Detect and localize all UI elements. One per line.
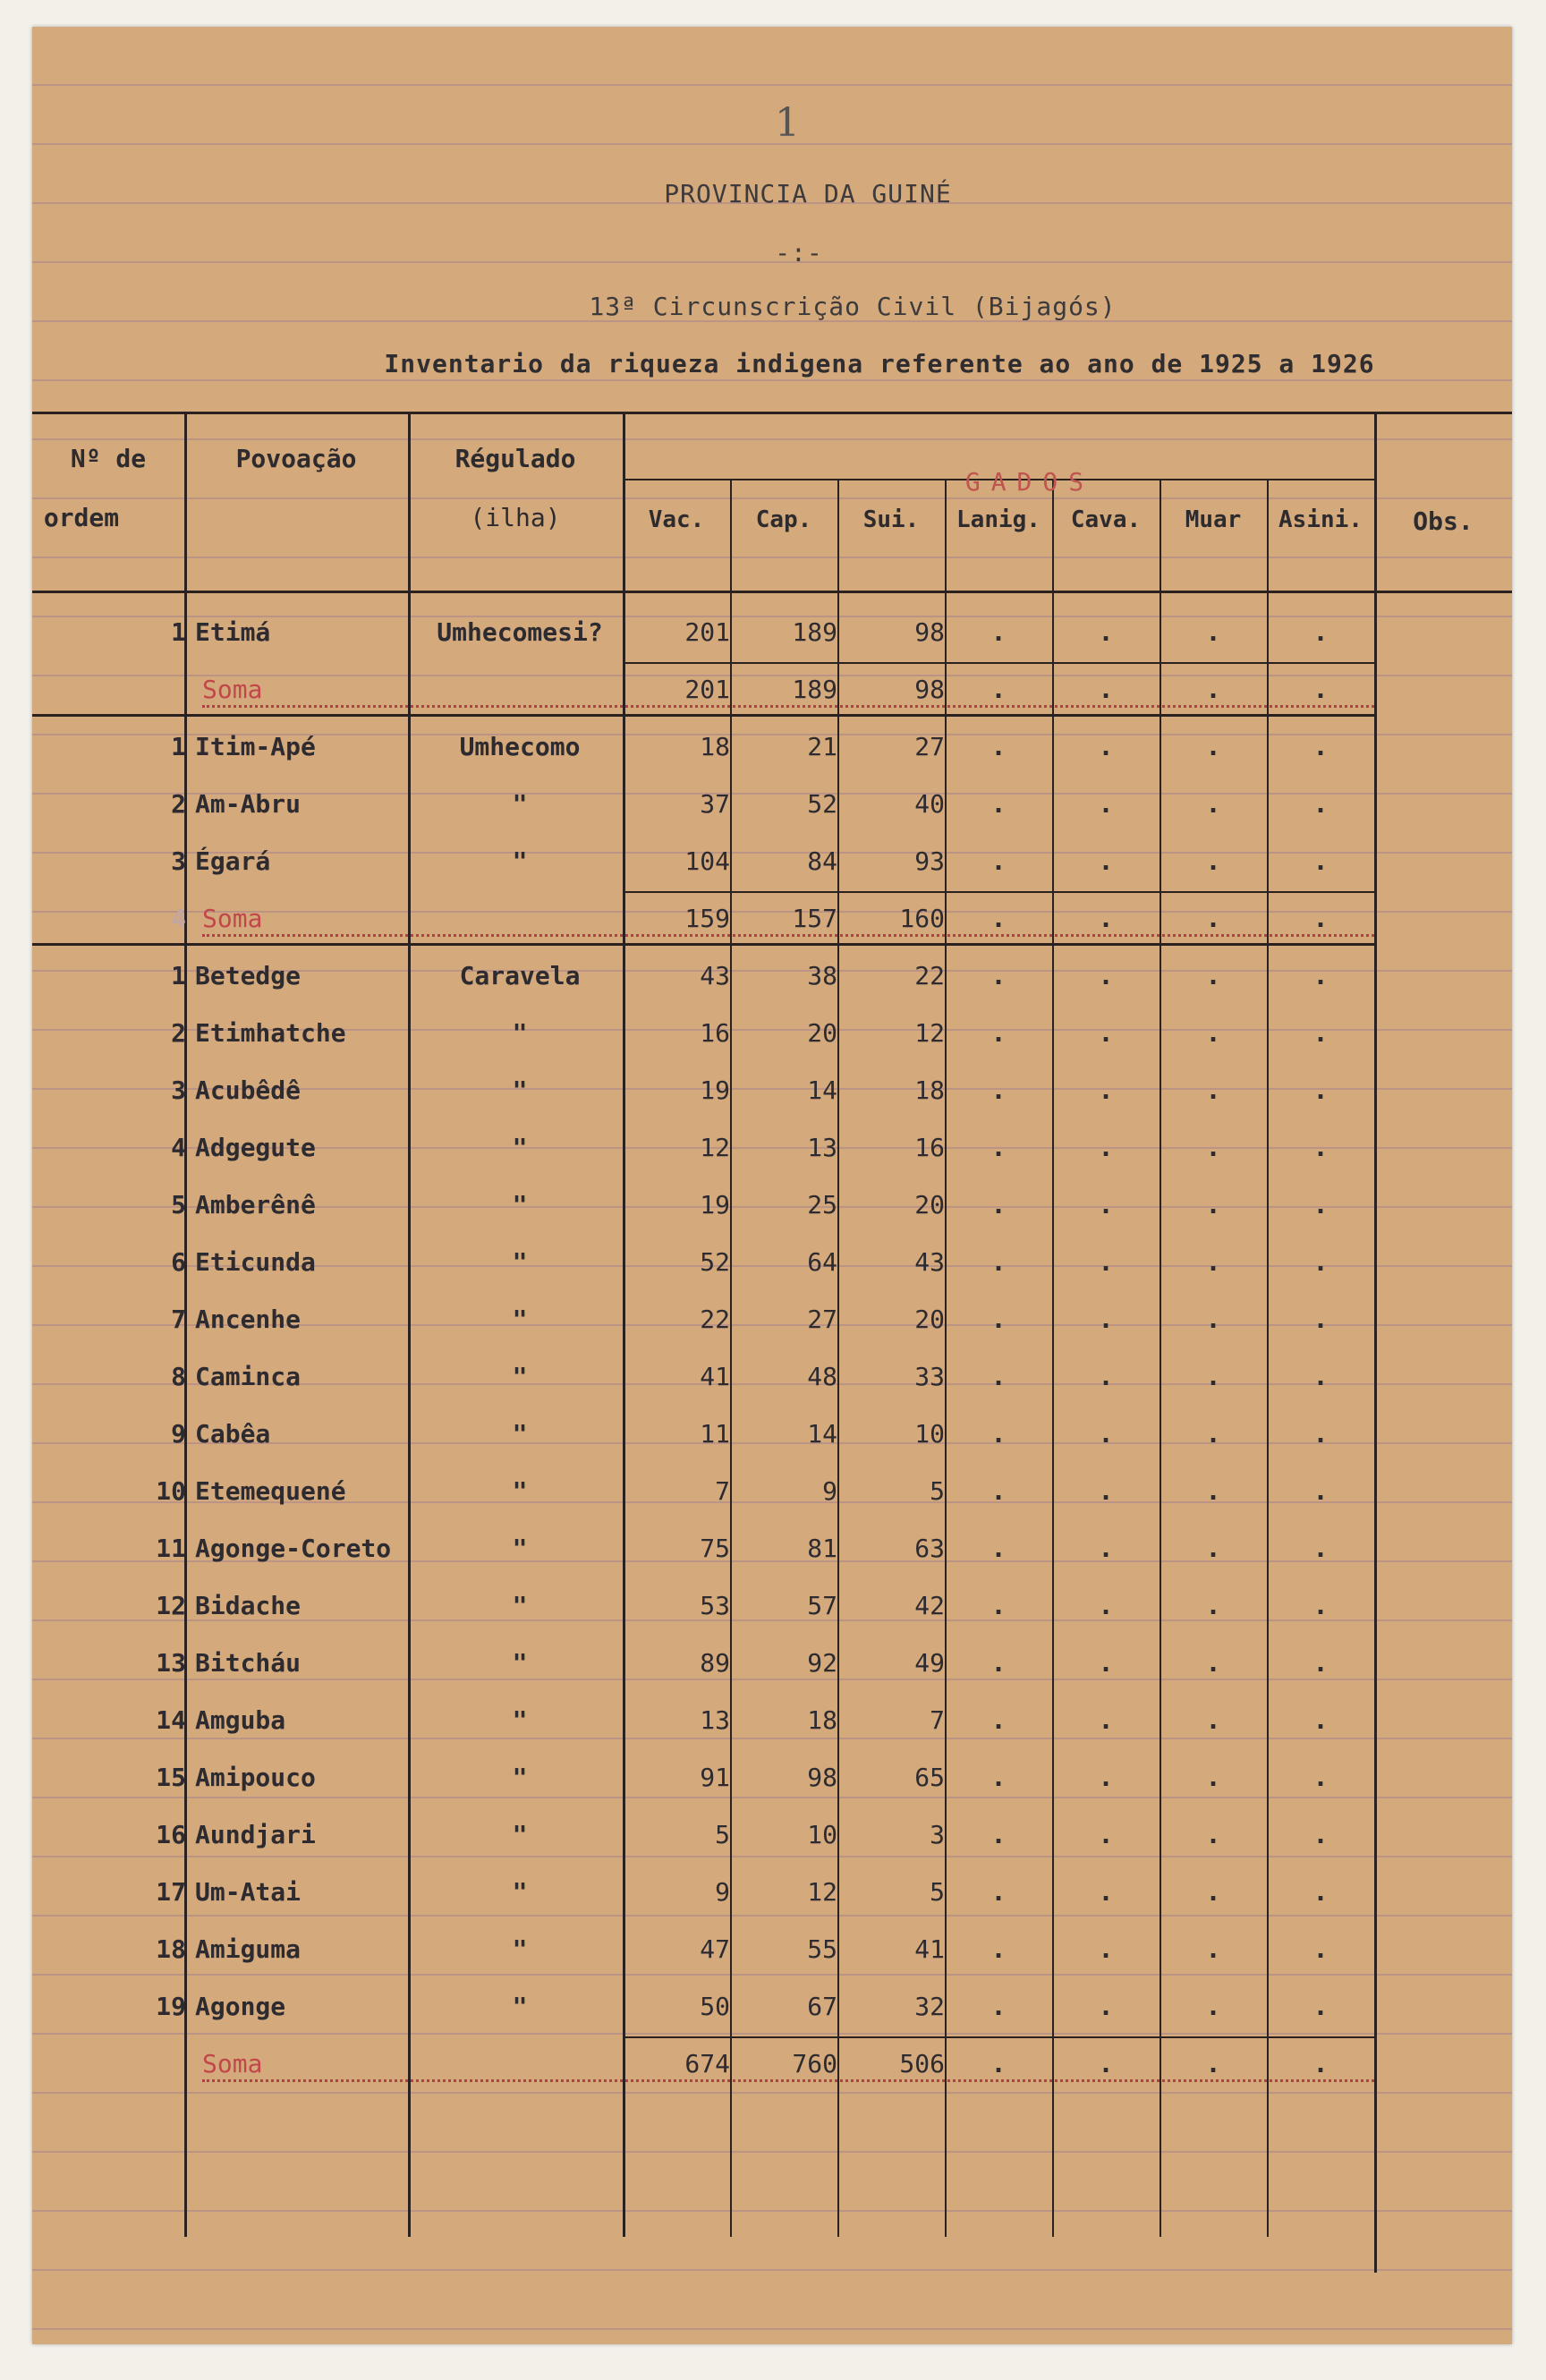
header-village: Povoação — [235, 444, 357, 473]
order-number: 1 — [171, 617, 186, 647]
empty-mark: . — [990, 1877, 1007, 1907]
cattle-value-2: 16 — [914, 1133, 945, 1162]
document-title: Inventario da riqueza indigena referente ao ano de 1925 a 1926 — [384, 349, 1375, 378]
empty-mark: . — [990, 1534, 1007, 1563]
region-name: " — [512, 1934, 528, 1964]
sum-label: Soma — [202, 2049, 263, 2078]
empty-mark: . — [1205, 1992, 1221, 2021]
empty-mark: . — [990, 1763, 1007, 1792]
empty-mark: . — [1098, 675, 1114, 704]
order-number: 16 — [156, 1820, 186, 1849]
cattle-value-2: 41 — [914, 1934, 945, 1964]
village-name: Um-Atai — [195, 1877, 302, 1907]
sum-order — [106, 2049, 186, 2103]
empty-mark: . — [1098, 1992, 1114, 2021]
cattle-value-2: 98 — [914, 617, 945, 647]
empty-mark: . — [990, 1992, 1007, 2021]
cattle-value-0: 75 — [700, 1534, 730, 1563]
sum-value-0: 201 — [684, 675, 730, 704]
empty-mark: . — [1312, 846, 1329, 876]
region-name: " — [512, 1648, 528, 1678]
cattle-value-1: 21 — [807, 732, 837, 761]
cattle-value-0: 22 — [700, 1305, 730, 1334]
sum-value-0: 674 — [684, 2049, 730, 2078]
cattle-value-1: 10 — [807, 1820, 837, 1849]
cattle-value-0: 201 — [684, 617, 730, 647]
empty-mark: . — [1098, 1419, 1114, 1449]
order-number: 1 — [171, 732, 186, 761]
empty-mark: . — [990, 1362, 1007, 1391]
region-name: " — [512, 1075, 528, 1105]
empty-mark: . — [1312, 1763, 1329, 1792]
header-animal-4: Cava. — [1070, 506, 1142, 533]
header-animal-5: Muar — [1185, 506, 1242, 533]
order-number: 4 — [171, 1133, 186, 1162]
cattle-value-0: 89 — [700, 1648, 730, 1678]
empty-mark: . — [1312, 961, 1329, 990]
empty-mark: . — [1205, 1934, 1221, 1964]
cattle-value-1: 64 — [807, 1247, 837, 1277]
empty-mark: . — [1312, 1992, 1329, 2021]
village-name: Agonge-Coreto — [195, 1534, 392, 1563]
empty-mark: . — [1098, 789, 1114, 819]
empty-mark: . — [1312, 1591, 1329, 1620]
region-name: Umhecomo — [459, 732, 581, 761]
cattle-value-2: 5 — [930, 1877, 945, 1907]
district-title: 13ª Circunscrição Civil (Bijagós) — [589, 292, 1117, 321]
cattle-value-1: 14 — [807, 1075, 837, 1105]
cattle-value-0: 16 — [700, 1018, 730, 1048]
sum-value-2: 98 — [914, 675, 945, 704]
sum-label: Soma — [202, 675, 263, 704]
order-number: 11 — [156, 1534, 186, 1563]
village-name: Égará — [195, 846, 271, 876]
cattle-value-0: 43 — [700, 961, 730, 990]
cattle-value-2: 49 — [914, 1648, 945, 1678]
empty-mark: . — [990, 1820, 1007, 1849]
cattle-value-2: 20 — [914, 1305, 945, 1334]
empty-mark: . — [1205, 1305, 1221, 1334]
cattle-value-2: 65 — [914, 1763, 945, 1792]
empty-mark: . — [990, 1247, 1007, 1277]
header-animal-3: Lanig. — [956, 506, 1041, 533]
cattle-value-0: 9 — [715, 1877, 730, 1907]
village-name: Bitcháu — [195, 1648, 302, 1678]
empty-mark: . — [1205, 1018, 1221, 1048]
cattle-value-2: 63 — [914, 1534, 945, 1563]
sum-label: Soma — [202, 904, 263, 933]
village-name: Am-Abru — [195, 789, 302, 819]
empty-mark: . — [1098, 1018, 1114, 1048]
header-bottom-rule — [32, 591, 1512, 593]
empty-mark: . — [1312, 732, 1329, 761]
cattle-value-1: 98 — [807, 1763, 837, 1792]
header-animal-0: Vac. — [648, 506, 705, 533]
sum-value-1: 157 — [792, 904, 837, 933]
cattle-value-1: 52 — [807, 789, 837, 819]
cattle-value-2: 18 — [914, 1075, 945, 1105]
empty-mark: . — [1098, 1247, 1114, 1277]
empty-mark: . — [1098, 1075, 1114, 1105]
cattle-value-0: 50 — [700, 1992, 730, 2021]
sum-rule — [623, 891, 1374, 893]
province-title: PROVINCIA DA GUINÉ — [664, 179, 952, 208]
empty-mark: . — [1205, 1820, 1221, 1849]
empty-mark: . — [990, 1305, 1007, 1334]
empty-mark: . — [1205, 1877, 1221, 1907]
cattle-value-1: 25 — [807, 1190, 837, 1220]
empty-mark: . — [1205, 1648, 1221, 1678]
order-number: 15 — [156, 1763, 186, 1792]
cattle-value-0: 47 — [700, 1934, 730, 1964]
empty-mark: . — [990, 789, 1007, 819]
group-rule — [32, 943, 1374, 946]
empty-mark: . — [1098, 1305, 1114, 1334]
region-name: Caravela — [459, 961, 581, 990]
sum-order — [106, 675, 186, 728]
order-number: 1 — [171, 961, 186, 990]
empty-mark: . — [990, 1934, 1007, 1964]
empty-mark: . — [990, 904, 1007, 933]
empty-mark: . — [1312, 1820, 1329, 1849]
cattle-value-0: 37 — [700, 789, 730, 819]
empty-mark: . — [990, 732, 1007, 761]
region-name: " — [512, 1820, 528, 1849]
empty-mark: . — [1205, 1534, 1221, 1563]
empty-mark: . — [990, 675, 1007, 704]
empty-mark: . — [1098, 1133, 1114, 1162]
sum-value-2: 506 — [899, 2049, 945, 2078]
empty-mark: . — [1205, 846, 1221, 876]
empty-mark: . — [1098, 617, 1114, 647]
cattle-value-1: 189 — [792, 617, 837, 647]
cattle-value-2: 32 — [914, 1992, 945, 2021]
order-number: 3 — [171, 846, 186, 876]
empty-mark: . — [1205, 1075, 1221, 1105]
header-region-line1: Régulado — [454, 444, 576, 473]
empty-mark: . — [1205, 1705, 1221, 1735]
empty-mark: . — [1098, 1763, 1114, 1792]
cattle-value-1: 84 — [807, 846, 837, 876]
empty-mark: . — [990, 1648, 1007, 1678]
order-number: 2 — [171, 1018, 186, 1048]
cattle-value-0: 18 — [700, 732, 730, 761]
empty-mark: . — [990, 1133, 1007, 1162]
region-name: " — [512, 1247, 528, 1277]
cattle-value-0: 5 — [715, 1820, 730, 1849]
order-number: 9 — [171, 1419, 186, 1449]
empty-mark: . — [1098, 1934, 1114, 1964]
sum-dotted-line — [202, 705, 1374, 708]
empty-mark: . — [1205, 1763, 1221, 1792]
cattle-value-2: 3 — [930, 1820, 945, 1849]
order-number: 12 — [156, 1591, 186, 1620]
region-name: " — [512, 846, 528, 876]
empty-mark: . — [1312, 1247, 1329, 1277]
cattle-value-2: 12 — [914, 1018, 945, 1048]
header-region-line2: (ilha) — [470, 503, 561, 532]
sum-value-0: 159 — [684, 904, 730, 933]
village-name: Bidache — [195, 1591, 302, 1620]
cattle-value-1: 67 — [807, 1992, 837, 2021]
empty-mark: . — [990, 617, 1007, 647]
cattle-value-0: 7 — [715, 1476, 730, 1506]
cattle-value-1: 57 — [807, 1591, 837, 1620]
empty-mark: . — [1312, 1075, 1329, 1105]
region-name: " — [512, 1476, 528, 1506]
cattle-value-0: 104 — [684, 846, 730, 876]
sum-value-1: 760 — [792, 2049, 837, 2078]
empty-mark: . — [1312, 904, 1329, 933]
village-name: Cabêa — [195, 1419, 271, 1449]
sum-rule — [623, 662, 1374, 664]
empty-mark: . — [990, 846, 1007, 876]
cattle-value-1: 48 — [807, 1362, 837, 1391]
cattle-value-1: 13 — [807, 1133, 837, 1162]
cattle-value-1: 20 — [807, 1018, 837, 1048]
cattle-value-0: 53 — [700, 1591, 730, 1620]
empty-mark: . — [1205, 1133, 1221, 1162]
empty-mark: . — [1205, 1362, 1221, 1391]
cattle-value-0: 13 — [700, 1705, 730, 1735]
cattle-value-2: 27 — [914, 732, 945, 761]
empty-mark: . — [1098, 1591, 1114, 1620]
cattle-value-0: 19 — [700, 1075, 730, 1105]
empty-mark: . — [1098, 1877, 1114, 1907]
empty-mark: . — [1098, 1820, 1114, 1849]
header-order-line1: Nº de — [70, 444, 147, 473]
empty-mark: . — [1205, 732, 1221, 761]
region-name: Umhecomesi? — [437, 617, 603, 647]
header-obs: Obs. — [1413, 506, 1474, 536]
sum-value-2: 160 — [899, 904, 945, 933]
cattle-value-0: 52 — [700, 1247, 730, 1277]
empty-mark: . — [1205, 2049, 1221, 2078]
village-name: Ancenhe — [195, 1305, 302, 1334]
cattle-value-2: 10 — [914, 1419, 945, 1449]
order-number: 5 — [171, 1190, 186, 1220]
region-name: " — [512, 1763, 528, 1792]
cattle-value-1: 9 — [822, 1476, 837, 1506]
cattle-value-1: 92 — [807, 1648, 837, 1678]
empty-mark: . — [990, 2049, 1007, 2078]
cattle-value-1: 27 — [807, 1305, 837, 1334]
empty-mark: . — [990, 1591, 1007, 1620]
region-name: " — [512, 1190, 528, 1220]
region-name: " — [512, 1419, 528, 1449]
empty-mark: . — [1205, 675, 1221, 704]
order-number: 10 — [156, 1476, 186, 1506]
group-rule — [32, 714, 1374, 717]
empty-mark: . — [1312, 1133, 1329, 1162]
empty-mark: . — [1312, 1534, 1329, 1563]
empty-mark: . — [990, 1018, 1007, 1048]
empty-mark: . — [1312, 1362, 1329, 1391]
empty-mark: . — [1312, 1877, 1329, 1907]
header-animal-6: Asini. — [1278, 506, 1363, 533]
empty-mark: . — [1205, 1247, 1221, 1277]
region-name: " — [512, 1018, 528, 1048]
empty-mark: . — [990, 961, 1007, 990]
sum-rule — [623, 2036, 1374, 2038]
empty-mark: . — [1205, 904, 1221, 933]
document-page — [32, 27, 1512, 2344]
cattle-value-2: 93 — [914, 846, 945, 876]
order-number: 14 — [156, 1705, 186, 1735]
empty-mark: . — [1312, 1190, 1329, 1220]
empty-mark: . — [1312, 789, 1329, 819]
village-name: Agonge — [195, 1992, 286, 2021]
order-number: 8 — [171, 1362, 186, 1391]
cattle-value-2: 42 — [914, 1591, 945, 1620]
empty-mark: . — [1312, 617, 1329, 647]
order-number: 2 — [171, 789, 186, 819]
empty-mark: . — [1312, 1419, 1329, 1449]
village-name: Amipouco — [195, 1763, 316, 1792]
order-number: 3 — [171, 1075, 186, 1105]
cattle-value-2: 7 — [930, 1705, 945, 1735]
empty-mark: . — [1098, 904, 1114, 933]
empty-mark: . — [1312, 1476, 1329, 1506]
region-name: " — [512, 1133, 528, 1162]
order-number: 7 — [171, 1305, 186, 1334]
village-name: Caminca — [195, 1362, 302, 1391]
table-top-rule — [32, 412, 1512, 414]
empty-mark: . — [1098, 1534, 1114, 1563]
empty-mark: . — [1098, 1705, 1114, 1735]
cattle-value-0: 12 — [700, 1133, 730, 1162]
empty-mark: . — [1205, 1476, 1221, 1506]
village-name: Adgegute — [195, 1133, 316, 1162]
empty-mark: . — [990, 1190, 1007, 1220]
empty-mark: . — [1312, 1934, 1329, 1964]
region-name: " — [512, 1877, 528, 1907]
cattle-value-0: 91 — [700, 1763, 730, 1792]
header-separator: -:- — [775, 238, 823, 268]
empty-mark: . — [1312, 675, 1329, 704]
empty-mark: . — [1312, 1018, 1329, 1048]
sum-dotted-line — [202, 2079, 1374, 2082]
header-animal-1: Cap. — [755, 506, 812, 533]
page-mark: 1 — [775, 100, 800, 146]
empty-mark: . — [1312, 2049, 1329, 2078]
empty-mark: . — [1312, 1648, 1329, 1678]
region-name: " — [512, 1534, 528, 1563]
region-name: " — [512, 1591, 528, 1620]
cattle-value-1: 12 — [807, 1877, 837, 1907]
cattle-value-1: 38 — [807, 961, 837, 990]
empty-mark: . — [990, 1419, 1007, 1449]
empty-mark: . — [1205, 1419, 1221, 1449]
empty-mark: . — [1205, 961, 1221, 990]
cattle-value-2: 40 — [914, 789, 945, 819]
empty-mark: . — [1205, 617, 1221, 647]
sum-order: 4 — [171, 904, 186, 933]
region-name: " — [512, 1992, 528, 2021]
order-number: 18 — [156, 1934, 186, 1964]
empty-mark: . — [1205, 1591, 1221, 1620]
cattle-value-2: 20 — [914, 1190, 945, 1220]
empty-mark: . — [1098, 1362, 1114, 1391]
village-name: Etemequené — [195, 1476, 346, 1506]
cattle-value-2: 33 — [914, 1362, 945, 1391]
sum-value-1: 189 — [792, 675, 837, 704]
empty-mark: . — [1098, 1190, 1114, 1220]
empty-mark: . — [1205, 789, 1221, 819]
region-name: " — [512, 789, 528, 819]
cattle-value-1: 81 — [807, 1534, 837, 1563]
village-name: Betedge — [195, 961, 302, 990]
order-number: 13 — [156, 1648, 186, 1678]
village-name: Acubêdê — [195, 1075, 302, 1105]
cattle-value-1: 55 — [807, 1934, 837, 1964]
empty-mark: . — [1098, 961, 1114, 990]
empty-mark: . — [1205, 1190, 1221, 1220]
empty-mark: . — [1312, 1305, 1329, 1334]
region-name: " — [512, 1362, 528, 1391]
cattle-value-1: 18 — [807, 1705, 837, 1735]
village-name: Etimhatche — [195, 1018, 346, 1048]
cattle-value-0: 41 — [700, 1362, 730, 1391]
village-name: Amguba — [195, 1705, 286, 1735]
sum-dotted-line — [202, 934, 1374, 937]
empty-mark: . — [990, 1075, 1007, 1105]
village-name: Eticunda — [195, 1247, 316, 1277]
cattle-value-0: 19 — [700, 1190, 730, 1220]
empty-mark: . — [1098, 1648, 1114, 1678]
village-name: Amberênê — [195, 1190, 316, 1220]
region-name: " — [512, 1305, 528, 1334]
cattle-value-1: 14 — [807, 1419, 837, 1449]
header-animal-2: Sui. — [862, 506, 920, 533]
empty-mark: . — [1312, 1705, 1329, 1735]
header-order-line2: ordem — [43, 503, 120, 532]
empty-mark: . — [1098, 2049, 1114, 2078]
empty-mark: . — [990, 1476, 1007, 1506]
cattle-value-2: 5 — [930, 1476, 945, 1506]
village-name: Etimá — [195, 617, 271, 647]
empty-mark: . — [1098, 846, 1114, 876]
order-number: 19 — [156, 1992, 186, 2021]
header-gados: GADOS — [964, 467, 1095, 497]
order-number: 17 — [156, 1877, 186, 1907]
empty-mark: . — [990, 1705, 1007, 1735]
cattle-value-2: 22 — [914, 961, 945, 990]
cattle-value-0: 11 — [700, 1419, 730, 1449]
region-name: " — [512, 1705, 528, 1735]
empty-mark: . — [1098, 1476, 1114, 1506]
village-name: Aundjari — [195, 1820, 316, 1849]
empty-mark: . — [1098, 732, 1114, 761]
village-name: Amiguma — [195, 1934, 302, 1964]
order-number: 6 — [171, 1247, 186, 1277]
village-name: Itim-Apé — [195, 732, 316, 761]
cattle-value-2: 43 — [914, 1247, 945, 1277]
